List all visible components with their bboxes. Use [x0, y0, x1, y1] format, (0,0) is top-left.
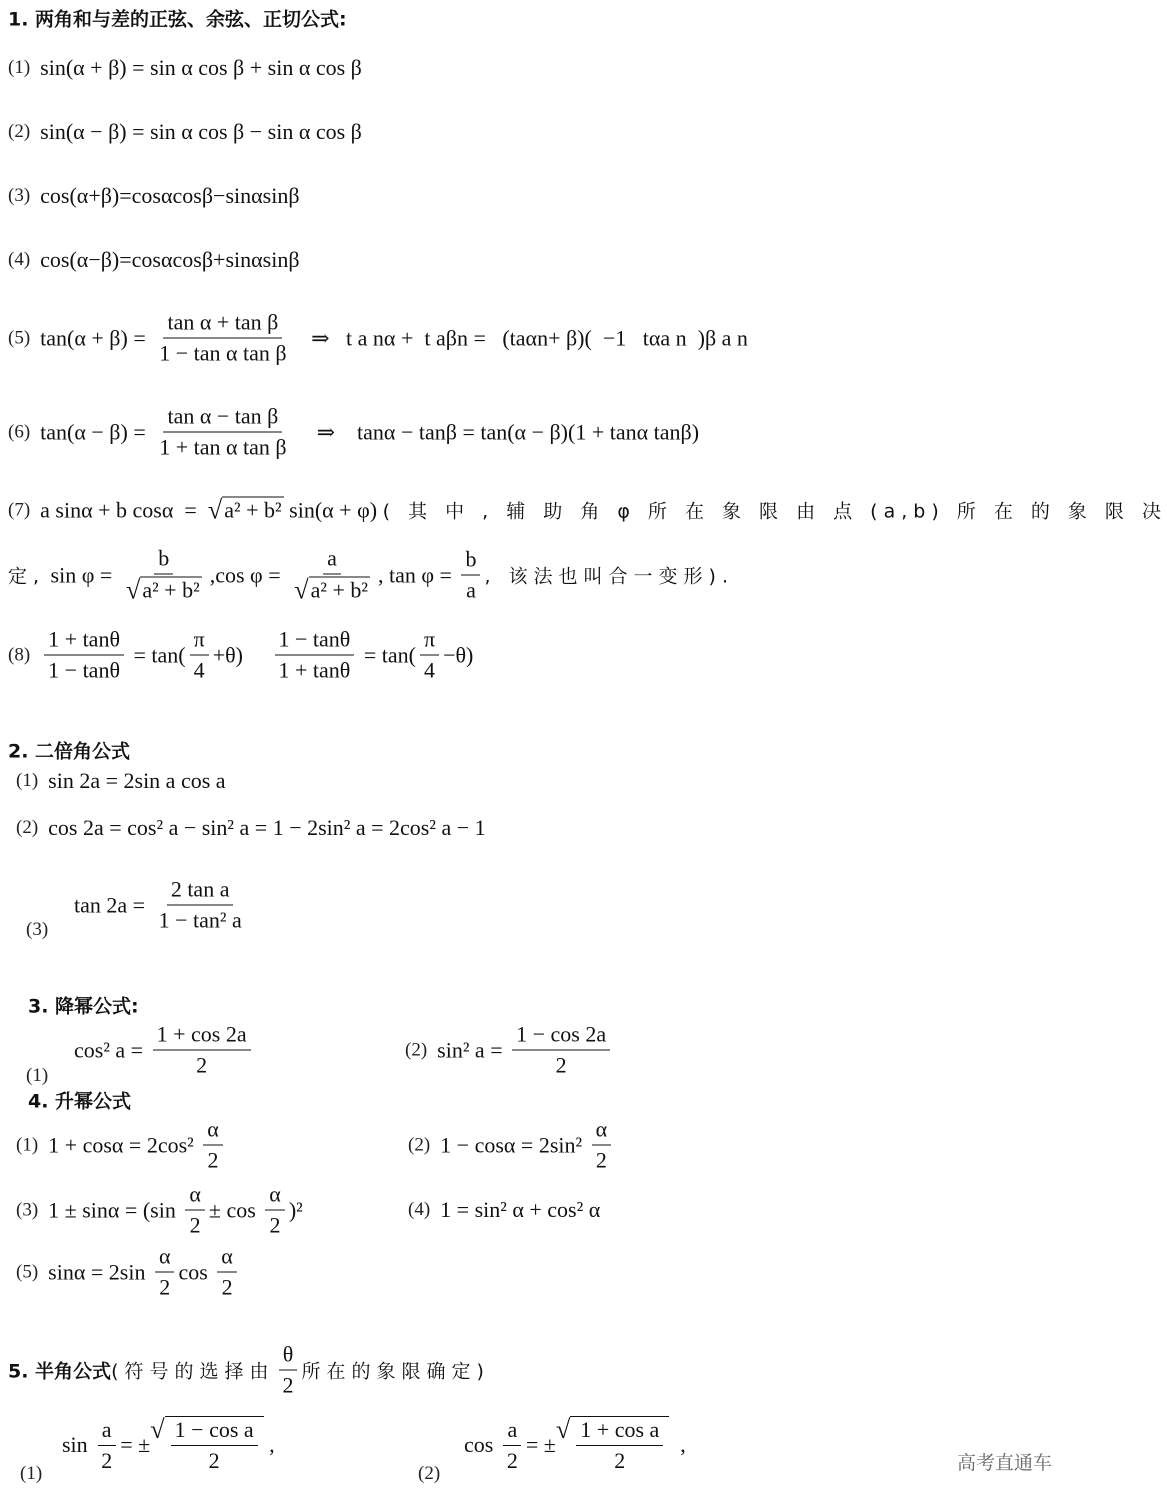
formula-label: (4)	[8, 249, 31, 270]
radicand	[570, 1416, 669, 1474]
numerator	[217, 1244, 237, 1273]
expr	[294, 574, 370, 605]
fraction	[97, 1417, 116, 1474]
math-text: 1 = sin² α + cos² α	[440, 1197, 601, 1222]
section-3-title: 3. 降幂公式:	[28, 995, 139, 1018]
math-text: tan 2a =	[74, 892, 151, 917]
watermark: 高考直通车	[956, 1452, 1052, 1474]
numerator	[98, 1417, 116, 1446]
math-text: 1 − cos 2a	[516, 1021, 607, 1047]
numerator	[323, 546, 341, 575]
expr	[572, 1417, 667, 1474]
math-text: 4	[193, 657, 205, 683]
numerator	[167, 877, 234, 906]
math-text: = tan(	[358, 642, 416, 667]
denominator	[122, 575, 206, 605]
denominator	[266, 1211, 285, 1239]
math-text: a	[101, 1416, 112, 1442]
formula-label: (1)	[8, 57, 31, 78]
fraction	[420, 627, 439, 684]
numerator	[420, 627, 439, 656]
math-text: π	[423, 626, 436, 652]
numerator	[279, 1342, 298, 1371]
denominator	[275, 656, 355, 684]
denominator	[503, 1446, 522, 1474]
fraction	[461, 547, 480, 604]
fraction	[275, 627, 355, 684]
math-text: b	[158, 545, 170, 571]
fraction	[592, 1117, 612, 1174]
formula-double-cos	[16, 815, 486, 841]
denominator	[218, 1273, 237, 1301]
numerator	[163, 310, 282, 339]
formula-sum-sin	[8, 55, 362, 81]
fraction	[512, 1022, 610, 1079]
math-text: = ±	[120, 1432, 151, 1457]
math-text: α	[269, 1181, 281, 1207]
section-heading: 5. 半角公式	[8, 1360, 112, 1383]
math-text: 2 tan a	[170, 876, 230, 902]
denominator	[186, 1211, 205, 1239]
math-text: ± cos	[208, 1197, 262, 1222]
formula-label: (1)	[16, 1134, 39, 1155]
radical-sign: √	[207, 494, 223, 525]
numerator	[461, 547, 480, 576]
math-text: 4	[424, 657, 435, 683]
formula-label: (2)	[16, 817, 39, 838]
denominator	[192, 1051, 211, 1079]
math-text: a	[507, 1416, 518, 1442]
numerator	[154, 546, 173, 575]
math-text: tan(α − β) =	[40, 419, 152, 444]
math-text: +θ)	[212, 642, 271, 667]
formula-reduce-sin	[405, 1022, 614, 1079]
math-text: a	[466, 577, 476, 603]
math-text: 2	[555, 1052, 567, 1078]
fraction	[290, 546, 374, 605]
square-root	[207, 494, 284, 525]
radical-sign: √	[125, 574, 141, 605]
math-text: sin φ =	[45, 562, 118, 587]
numerator	[44, 627, 124, 656]
section-1-title: 1. 两角和与差的正弦、余弦、正切公式:	[8, 8, 347, 31]
square-root	[125, 574, 202, 605]
numerator	[185, 1182, 205, 1211]
math-text: 1 + tanθ	[48, 626, 120, 652]
formula-double-sin	[16, 768, 226, 794]
math-text: sinα = 2sin	[48, 1259, 151, 1284]
section-4-title: 4. 升幂公式	[28, 1090, 132, 1113]
formula-label: (2)	[405, 1039, 428, 1060]
denominator	[155, 906, 246, 934]
math-text: sin(α + β) = sin α cos β + sin α cos β	[40, 55, 362, 80]
math-text: ⇒ tanα − tanβ = tan(α − β)(1 + tanα tanβ)	[294, 419, 700, 444]
section-5-title	[8, 1342, 490, 1399]
math-text: 2	[207, 1147, 219, 1173]
math-text: sin	[62, 1432, 94, 1457]
math-text: cos(α+β)=cosαcosβ−sinαsinβ	[40, 183, 300, 208]
math-text: cos	[464, 1432, 499, 1457]
math-text: cos² a =	[74, 1037, 149, 1062]
formula-tan-pi4	[8, 627, 473, 684]
math-text: θ	[282, 1341, 294, 1367]
math-text: , tan φ =	[377, 562, 458, 587]
formula-half-sin	[62, 1416, 275, 1474]
math-text: 2	[282, 1372, 294, 1398]
radical-sign: √	[555, 1414, 571, 1444]
math-text: 2	[189, 1212, 201, 1238]
formula-reduce-cos	[74, 1022, 255, 1079]
math-text: 2	[614, 1448, 626, 1473]
numerator	[153, 1022, 251, 1051]
formula-diff-cos	[8, 247, 300, 273]
formula-raise-5	[16, 1244, 241, 1301]
chinese-text: ( 其 中 , 辅 助 角 φ 所 在 象 限 由 点 (a,b) 所 在 的 象 限 决	[382, 500, 1167, 523]
chinese-text: 所在的象限确定)	[301, 1360, 490, 1383]
numerator	[190, 627, 209, 656]
denominator	[290, 575, 374, 605]
formula-label: (2)	[8, 121, 31, 142]
math-text: 2	[595, 1147, 607, 1173]
square-root	[294, 574, 370, 605]
numerator	[576, 1417, 663, 1446]
numerator	[155, 1244, 175, 1273]
math-text: b	[465, 546, 477, 572]
formula-half-cos	[464, 1416, 686, 1474]
math-text: cos	[178, 1259, 214, 1284]
math-text: 1 + cosα = 2cos²	[48, 1132, 200, 1157]
math-text: α	[595, 1116, 608, 1142]
math-text: 1 − tanθ	[278, 626, 351, 652]
formula-label: (2)	[418, 1463, 441, 1484]
radical-sign: √	[150, 1414, 165, 1444]
math-text: tan(α + β) =	[40, 325, 152, 350]
fraction	[278, 1342, 297, 1399]
formula-label: (3)	[8, 185, 31, 206]
math-text: α	[158, 1243, 171, 1269]
formula-label: (6)	[8, 421, 31, 442]
formula-label: (1)	[16, 770, 39, 791]
fraction	[217, 1244, 237, 1301]
math-text: 2	[196, 1052, 208, 1078]
formula-label: (5)	[16, 1261, 39, 1282]
math-text: 1 − tan² a	[158, 907, 242, 933]
fraction	[576, 1417, 663, 1474]
math-text: cos(α−β)=cosαcosβ+sinαsinβ	[40, 247, 300, 272]
formula-label: (1)	[26, 1065, 49, 1086]
fraction	[155, 877, 246, 934]
math-text: a² + b²	[310, 577, 368, 603]
denominator	[420, 656, 439, 684]
formula-sum-cos	[8, 183, 300, 209]
denominator	[155, 433, 290, 461]
denominator	[205, 1446, 224, 1474]
formula-raise-1	[16, 1117, 227, 1174]
denominator	[278, 1371, 297, 1399]
denominator	[462, 576, 480, 604]
numerator	[592, 1117, 612, 1146]
section-2-title: 2. 二倍角公式	[8, 740, 131, 763]
math-text: ⇒ t a nα + t aβn = (taαn+ β)( −1 tαa n )β a n	[294, 325, 748, 350]
math-text: 1 − cos a	[174, 1417, 254, 1442]
math-text: a² + b²	[224, 497, 282, 523]
denominator	[97, 1446, 116, 1474]
math-text: ,cos φ =	[209, 562, 287, 587]
math-text: α	[189, 1181, 201, 1207]
math-text: π	[193, 626, 205, 652]
denominator	[190, 656, 209, 684]
chinese-text: , 该法也叫合一变形).	[484, 565, 735, 588]
fraction	[155, 310, 290, 367]
math-text: sin(α − β) = sin α cos β − sin α cos β	[40, 119, 362, 144]
fraction	[503, 1417, 522, 1474]
fraction	[155, 404, 290, 461]
denominator	[44, 656, 124, 684]
math-text: tan α + tan β	[167, 309, 279, 335]
math-text: 1 − tan α tan β	[159, 340, 287, 366]
denominator	[610, 1446, 629, 1474]
radicand	[222, 497, 283, 524]
radical-sign: √	[294, 574, 309, 605]
denominator	[204, 1146, 223, 1174]
fraction	[265, 1182, 285, 1239]
math-text: sin 2a = 2sin a cos a	[48, 768, 226, 793]
numerator	[265, 1182, 285, 1211]
fraction	[185, 1182, 205, 1239]
math-text: −θ)	[443, 642, 474, 667]
formula-raise-3	[16, 1182, 303, 1239]
math-text: α	[221, 1243, 233, 1269]
math-text: sin(α + φ)	[283, 497, 383, 522]
chinese-text: 定,	[8, 565, 46, 588]
math-text: 1 + tan α tan β	[159, 434, 287, 460]
fraction	[153, 1022, 251, 1079]
math-text: 1 ± sinα = (sin	[48, 1197, 182, 1222]
formula-label: (3)	[26, 919, 49, 940]
math-text: 1 + tanθ	[278, 657, 351, 683]
formula-label: (1)	[20, 1463, 43, 1484]
square-root	[150, 1416, 263, 1474]
math-text: a sinα + b cosα =	[40, 497, 208, 522]
expr	[125, 574, 202, 605]
fraction	[203, 1117, 223, 1174]
numerator	[203, 1117, 223, 1146]
fraction	[122, 546, 206, 605]
math-text: 2	[506, 1447, 518, 1473]
math-text: 1 − cosα = 2sin²	[440, 1132, 588, 1157]
denominator	[552, 1051, 571, 1079]
formula-diff-tan	[8, 404, 699, 461]
math-text: ,	[263, 1432, 275, 1457]
math-text: )²	[288, 1197, 303, 1222]
formula-raise-2	[408, 1117, 615, 1174]
math-text: a² + b²	[142, 577, 200, 603]
denominator	[592, 1146, 611, 1174]
fraction	[171, 1417, 258, 1474]
radicand	[165, 1416, 264, 1474]
math-text: sin² a =	[437, 1037, 509, 1062]
expr	[167, 1417, 262, 1474]
math-text: 1 + cos a	[580, 1417, 660, 1442]
math-text: 2	[159, 1274, 171, 1300]
numerator	[275, 627, 355, 656]
fraction	[44, 627, 124, 684]
math-text: 1 + cos 2a	[156, 1021, 247, 1047]
numerator	[171, 1417, 258, 1446]
formula-double-tan	[74, 877, 250, 934]
math-text: 2	[101, 1447, 113, 1473]
chinese-text: (符号的选择由	[111, 1360, 275, 1383]
formula-label: (4)	[408, 1199, 431, 1220]
numerator	[163, 404, 282, 433]
formula-sum-tan	[8, 310, 748, 367]
math-text: tan α − tan β	[167, 403, 279, 429]
denominator	[155, 1273, 174, 1301]
formula-raise-4	[408, 1197, 600, 1223]
square-root	[556, 1416, 669, 1474]
formula-label: (5)	[8, 327, 31, 348]
formula-label: (3)	[16, 1199, 39, 1220]
math-text: 1 − tanθ	[48, 657, 120, 683]
math-text: 2	[269, 1212, 281, 1238]
math-text: cos 2a = cos² a − sin² a = 1 − 2sin² a = 2cos² a − 1	[48, 815, 486, 840]
numerator	[503, 1417, 521, 1446]
fraction	[190, 627, 209, 684]
radicand	[309, 577, 370, 604]
denominator	[155, 339, 290, 367]
formula-label: (8)	[8, 644, 31, 665]
math-text: ,	[669, 1432, 686, 1457]
formula-auxiliary-angle	[8, 494, 1167, 525]
math-text: a	[327, 545, 337, 571]
formula-auxiliary-angle-cont	[8, 546, 734, 605]
math-text: = ±	[525, 1432, 556, 1457]
formula-diff-sin	[8, 119, 362, 145]
math-text: = tan(	[127, 642, 186, 667]
math-text: 2	[208, 1448, 220, 1473]
formula-label: (2)	[408, 1134, 431, 1155]
math-text: α	[207, 1116, 219, 1142]
numerator	[512, 1022, 610, 1051]
math-text: 2	[221, 1274, 233, 1300]
formula-label: (7)	[8, 499, 31, 520]
radicand	[140, 577, 201, 604]
fraction	[155, 1244, 175, 1301]
